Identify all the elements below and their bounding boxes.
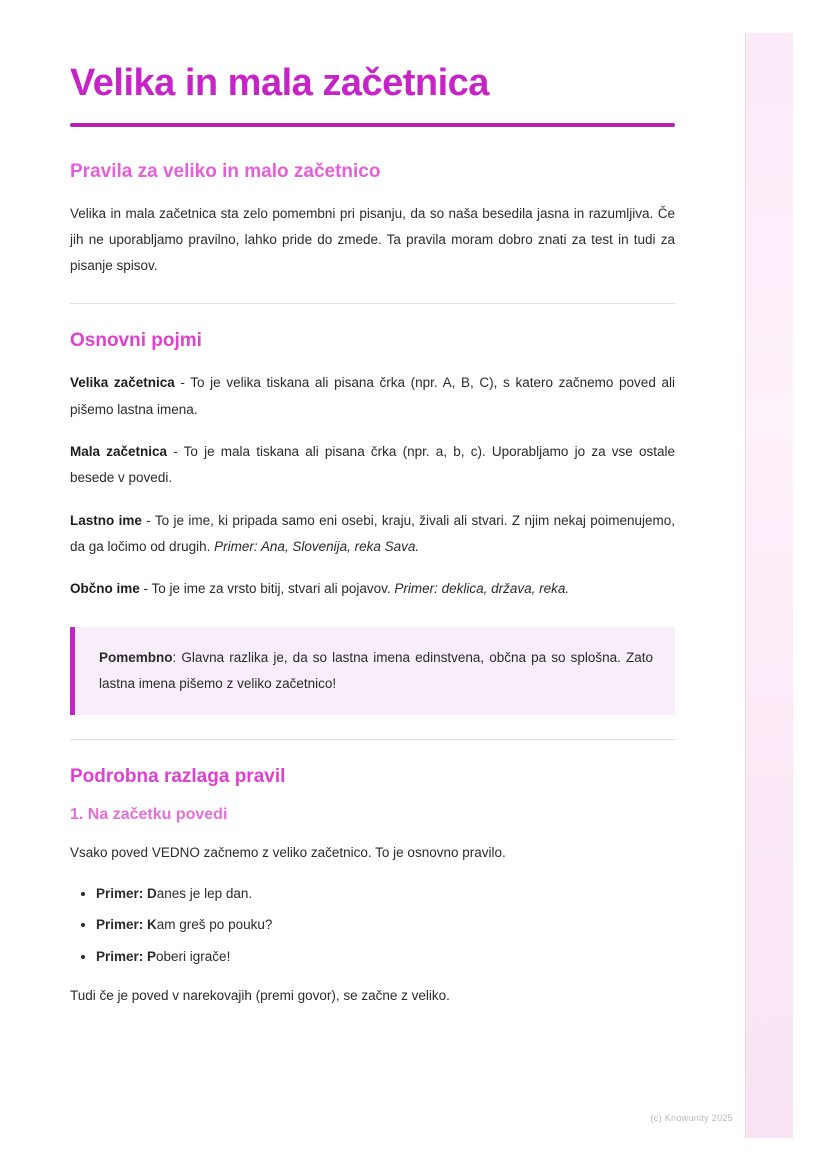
example-rest: anes je lep dan. (156, 885, 253, 901)
term-entry (70, 439, 675, 492)
section-divider (70, 303, 675, 304)
callout-label: Pomembno (99, 649, 173, 665)
term-entry (70, 370, 675, 423)
page-title: Velika in mala začetnica (70, 62, 489, 104)
intro-before: Vsako poved (70, 845, 152, 861)
term-entry (70, 576, 675, 602)
section-basic-concepts (70, 330, 675, 715)
section-paragraph-rules: Velika in mala začetnica sta zelo pomembni pri pisanju, da so naša besedila jasna in razumljiva. Če jih ne uporabljamo pravilno, lahko pride do zmede. Ta pravila moram dobro znati za test in tudi za pisanje spisov. (70, 205, 675, 274)
term-label: Velika začetnica (70, 375, 175, 391)
example-lead: Primer: D (96, 885, 157, 901)
example-rest: oberi igrače! (156, 948, 231, 964)
section-heading-detailed-rules: Podrobna razlaga pravil (70, 766, 286, 788)
decorative-side-strip (745, 33, 793, 1138)
subsection-intro (70, 840, 675, 866)
term-entry (70, 508, 675, 561)
term-definition: - To je ime, ki pripada samo eni osebi, kraju, živali ali stvari. Z njim nekaj poimenujemo, da ga ločimo od drugih. (70, 512, 676, 555)
example-lead: Primer: K (96, 917, 157, 933)
callout-body: : Glavna razlika je, da so lastna imena edinstvena, občna pa so splošna. Zato lastna imena pišemo z veliko začetnico! (99, 649, 653, 691)
section-divider (70, 739, 675, 740)
intro-after: začnemo z veliko začetnico. To je osnovno pravilo. (199, 845, 506, 861)
callout-important (70, 627, 675, 716)
title-underline (70, 123, 675, 127)
section-heading-basic-concepts: Osnovni pojmi (70, 330, 202, 352)
list-item (96, 883, 675, 905)
list-item (96, 914, 675, 936)
term-example: Primer: deklica, država, reka. (394, 581, 570, 597)
term-label: Lastno ime (70, 512, 142, 528)
section-detailed-rules (70, 766, 675, 1009)
example-rest: am greš po pouku? (156, 917, 273, 933)
example-lead: Primer: P (96, 948, 157, 964)
term-definition: - To je velika tiskana ali pisana črka (npr. A, B, C), s katero začnemo poved ali pišemo lastna imena. (70, 375, 675, 417)
example-list (70, 883, 675, 968)
term-definition: - To je ime za vrsto bitij, stvari ali pojavov. (139, 581, 395, 597)
copyright-footer: (c) Knowunity 2025 (650, 1113, 733, 1123)
subsection-heading-sentence-start: 1. Na začetku povedi (70, 806, 228, 824)
section-heading-rules: Pravila za veliko in malo začetnico (70, 160, 381, 182)
callout-text (99, 645, 653, 698)
term-label: Občno ime (70, 581, 140, 597)
term-definition: - To je mala tiskana ali pisana črka (npr. a, b, c). Uporabljamo jo za vse ostale besede v povedi. (70, 444, 676, 486)
list-item (96, 946, 675, 968)
section-rules (70, 161, 675, 280)
subsection-closing: Tudi če je poved v narekovajih (premi govor), se začne z veliko. (70, 988, 450, 1004)
term-example: Primer: Ana, Slovenija, reka Sava. (214, 539, 420, 555)
term-label: Mala začetnica (70, 444, 167, 460)
intro-emphasis: VEDNO (151, 845, 200, 861)
